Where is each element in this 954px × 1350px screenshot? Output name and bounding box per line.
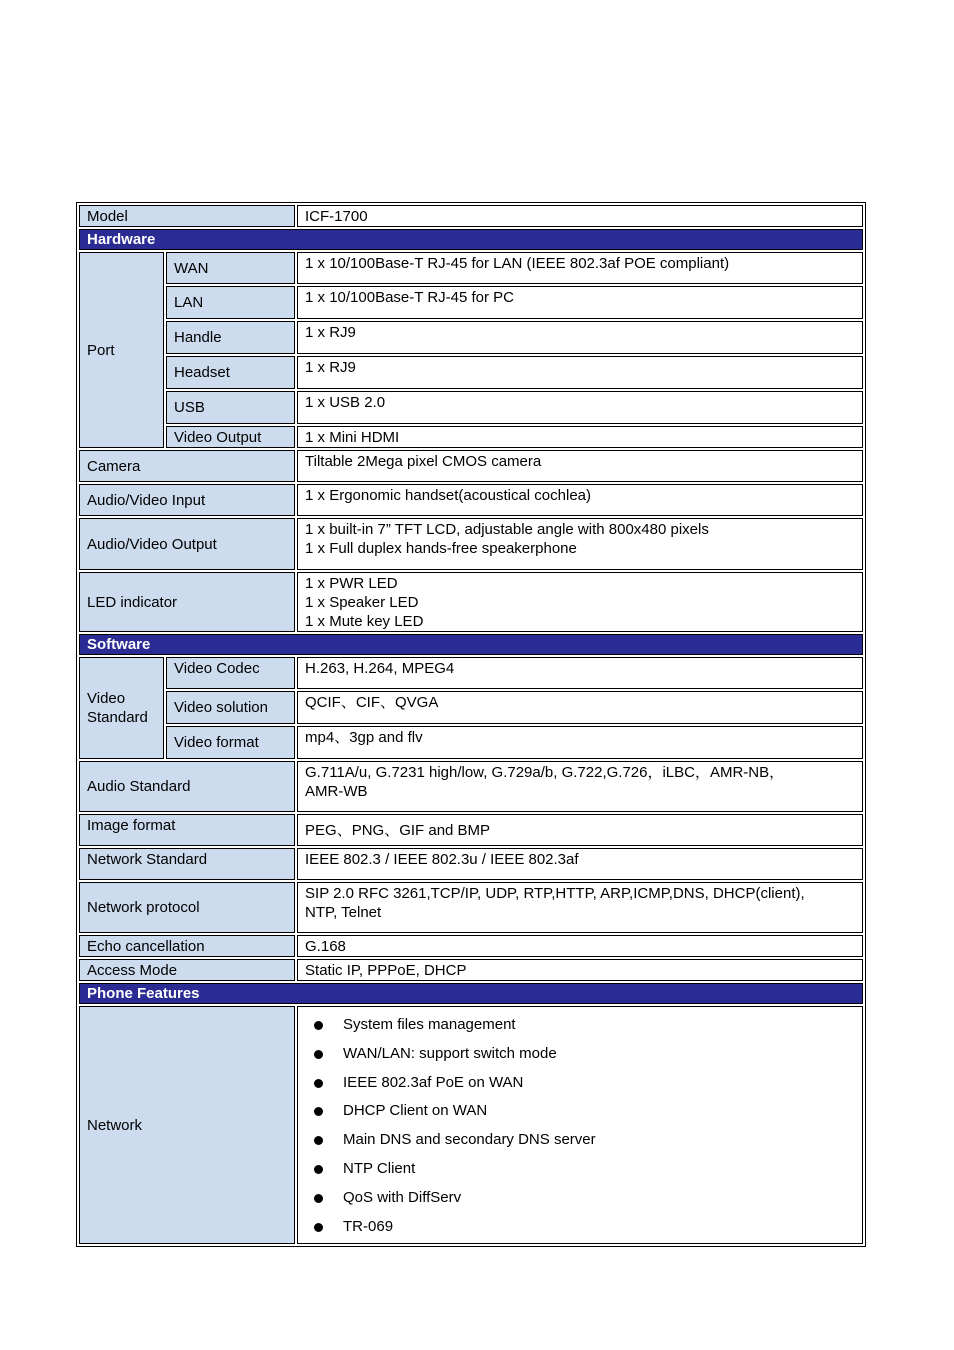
led-line: 1 x Mute key LED xyxy=(305,613,424,630)
bullet-icon xyxy=(314,1223,323,1232)
row-video-solution xyxy=(79,691,863,724)
access-mode-label: Access Mode xyxy=(79,959,295,981)
port-lan-label: LAN xyxy=(166,286,295,319)
model-value: ICF-1700 xyxy=(297,205,863,227)
feature-text: IEEE 802.3af PoE on WAN xyxy=(343,1073,524,1091)
led-label: LED indicator xyxy=(79,572,295,632)
feature-text: QoS with DiffServ xyxy=(343,1188,462,1206)
audio-standard-line: G.711A/u, G.7231 high/low, G.729a/b, G.722,G.726，iLBC，AMR-NB， xyxy=(305,764,785,781)
model-label: Model xyxy=(79,205,295,227)
port-wan-label: WAN xyxy=(166,252,295,284)
list-item xyxy=(305,1155,855,1184)
row-video-codec xyxy=(79,657,863,689)
echo-value: G.168 xyxy=(297,935,863,957)
bullet-icon xyxy=(314,1136,323,1145)
row-port-handle xyxy=(79,321,863,354)
section-software xyxy=(79,634,863,655)
led-value xyxy=(297,572,863,632)
port-wan-value: 1 x 10/100Base-T RJ-45 for LAN (IEEE 802.3af POE compliant) xyxy=(297,252,863,284)
network-protocol-line: SIP 2.0 RFC 3261,TCP/IP, UDP, RTP,HTTP, ARP,ICMP,DNS, DHCP(client), xyxy=(305,885,805,902)
section-hardware xyxy=(79,229,863,250)
network-protocol-line: NTP, Telnet xyxy=(305,904,382,921)
port-handle-value: 1 x RJ9 xyxy=(297,321,863,354)
audio-standard-value xyxy=(297,761,863,812)
list-item xyxy=(305,1069,855,1098)
row-port-headset xyxy=(79,356,863,389)
av-input-value: 1 x Ergonomic handset(acoustical cochlea) xyxy=(297,484,863,516)
feature-text: Main DNS and secondary DNS server xyxy=(343,1131,596,1149)
camera-label: Camera xyxy=(79,450,295,482)
video-codec-label: Video Codec xyxy=(166,657,295,689)
row-network xyxy=(79,1006,863,1244)
network-protocol-label: Network protocol xyxy=(79,882,295,933)
av-input-label: Audio/Video Input xyxy=(79,484,295,516)
video-format-value: mp4、3gp and flv xyxy=(297,726,863,759)
port-video-output-value: 1 x Mini HDMI xyxy=(297,426,863,448)
list-item xyxy=(305,1126,855,1155)
list-item xyxy=(305,1213,855,1242)
network-protocol-value xyxy=(297,882,863,933)
bullet-icon xyxy=(314,1021,323,1030)
row-port-video-output xyxy=(79,426,863,448)
network-standard-value: IEEE 802.3 / IEEE 802.3u / IEEE 802.3af xyxy=(297,848,863,880)
list-item xyxy=(305,1097,855,1126)
row-echo xyxy=(79,935,863,957)
feature-text: NTP Client xyxy=(343,1159,416,1177)
video-standard-label xyxy=(79,657,164,759)
row-audio-standard xyxy=(79,761,863,812)
av-output-label: Audio/Video Output xyxy=(79,518,295,570)
list-item xyxy=(305,1011,855,1040)
video-standard-label-line: Standard xyxy=(87,709,148,726)
led-line: 1 x PWR LED xyxy=(305,575,398,592)
audio-standard-label: Audio Standard xyxy=(79,761,295,812)
list-item xyxy=(305,1184,855,1213)
bullet-icon xyxy=(314,1194,323,1203)
list-item xyxy=(305,1040,855,1069)
port-handle-label: Handle xyxy=(166,321,295,354)
image-format-label: Image format xyxy=(79,814,295,846)
av-output-line: 1 x Full duplex hands-free speakerphone xyxy=(305,540,577,557)
port-headset-label: Headset xyxy=(166,356,295,389)
video-standard-label-line: Video xyxy=(87,690,126,707)
port-usb-label: USB xyxy=(166,391,295,424)
row-av-input xyxy=(79,484,863,516)
av-output-value xyxy=(297,518,863,570)
row-network-standard xyxy=(79,848,863,880)
video-solution-label: Video solution xyxy=(166,691,295,724)
row-port-lan xyxy=(79,286,863,319)
network-label: Network xyxy=(79,1006,295,1244)
row-model xyxy=(79,205,863,227)
feature-text: System files management xyxy=(343,1016,516,1033)
port-video-output-label: Video Output xyxy=(166,426,295,448)
video-solution-value: QCIF、CIF、QVGA xyxy=(297,691,863,724)
row-led xyxy=(79,572,863,632)
section-phone-features-title: Phone Features xyxy=(79,983,863,1004)
network-features xyxy=(297,1006,863,1244)
access-mode-value: Static IP, PPPoE, DHCP xyxy=(297,959,863,981)
port-headset-value: 1 x RJ9 xyxy=(297,356,863,389)
section-hardware-title: Hardware xyxy=(79,229,863,250)
feature-text: DHCP Client on WAN xyxy=(343,1102,488,1120)
row-network-protocol xyxy=(79,882,863,933)
network-feature-list xyxy=(305,1008,855,1243)
port-lan-value: 1 x 10/100Base-T RJ-45 for PC xyxy=(297,286,863,319)
video-codec-value: H.263, H.264, MPEG4 xyxy=(297,657,863,689)
video-format-label: Video format xyxy=(166,726,295,759)
bullet-icon xyxy=(314,1079,323,1088)
feature-text: TR-069 xyxy=(343,1217,394,1235)
bullet-icon xyxy=(314,1165,323,1174)
row-video-format xyxy=(79,726,863,759)
camera-value: Tiltable 2Mega pixel CMOS camera xyxy=(297,450,863,482)
audio-standard-line: AMR-WB xyxy=(305,783,368,800)
bullet-icon xyxy=(314,1107,323,1116)
row-image-format xyxy=(79,814,863,846)
row-port-usb xyxy=(79,391,863,424)
image-format-value: PEG、PNG、GIF and BMP xyxy=(297,814,863,846)
port-label: Port xyxy=(79,252,164,448)
echo-label: Echo cancellation xyxy=(79,935,295,957)
row-access-mode xyxy=(79,959,863,981)
spec-table xyxy=(76,202,866,1247)
section-software-title: Software xyxy=(79,634,863,655)
row-av-output xyxy=(79,518,863,570)
av-output-line: 1 x built-in 7” TFT LCD, adjustable angle with 800x480 pixels xyxy=(305,521,709,538)
port-usb-value: 1 x USB 2.0 xyxy=(297,391,863,424)
feature-text: WAN/LAN: support switch mode xyxy=(343,1044,557,1062)
bullet-icon xyxy=(314,1050,323,1059)
row-camera xyxy=(79,450,863,482)
network-standard-label: Network Standard xyxy=(79,848,295,880)
led-line: 1 x Speaker LED xyxy=(305,594,419,611)
section-phone-features xyxy=(79,983,863,1004)
row-port-wan xyxy=(79,252,863,284)
